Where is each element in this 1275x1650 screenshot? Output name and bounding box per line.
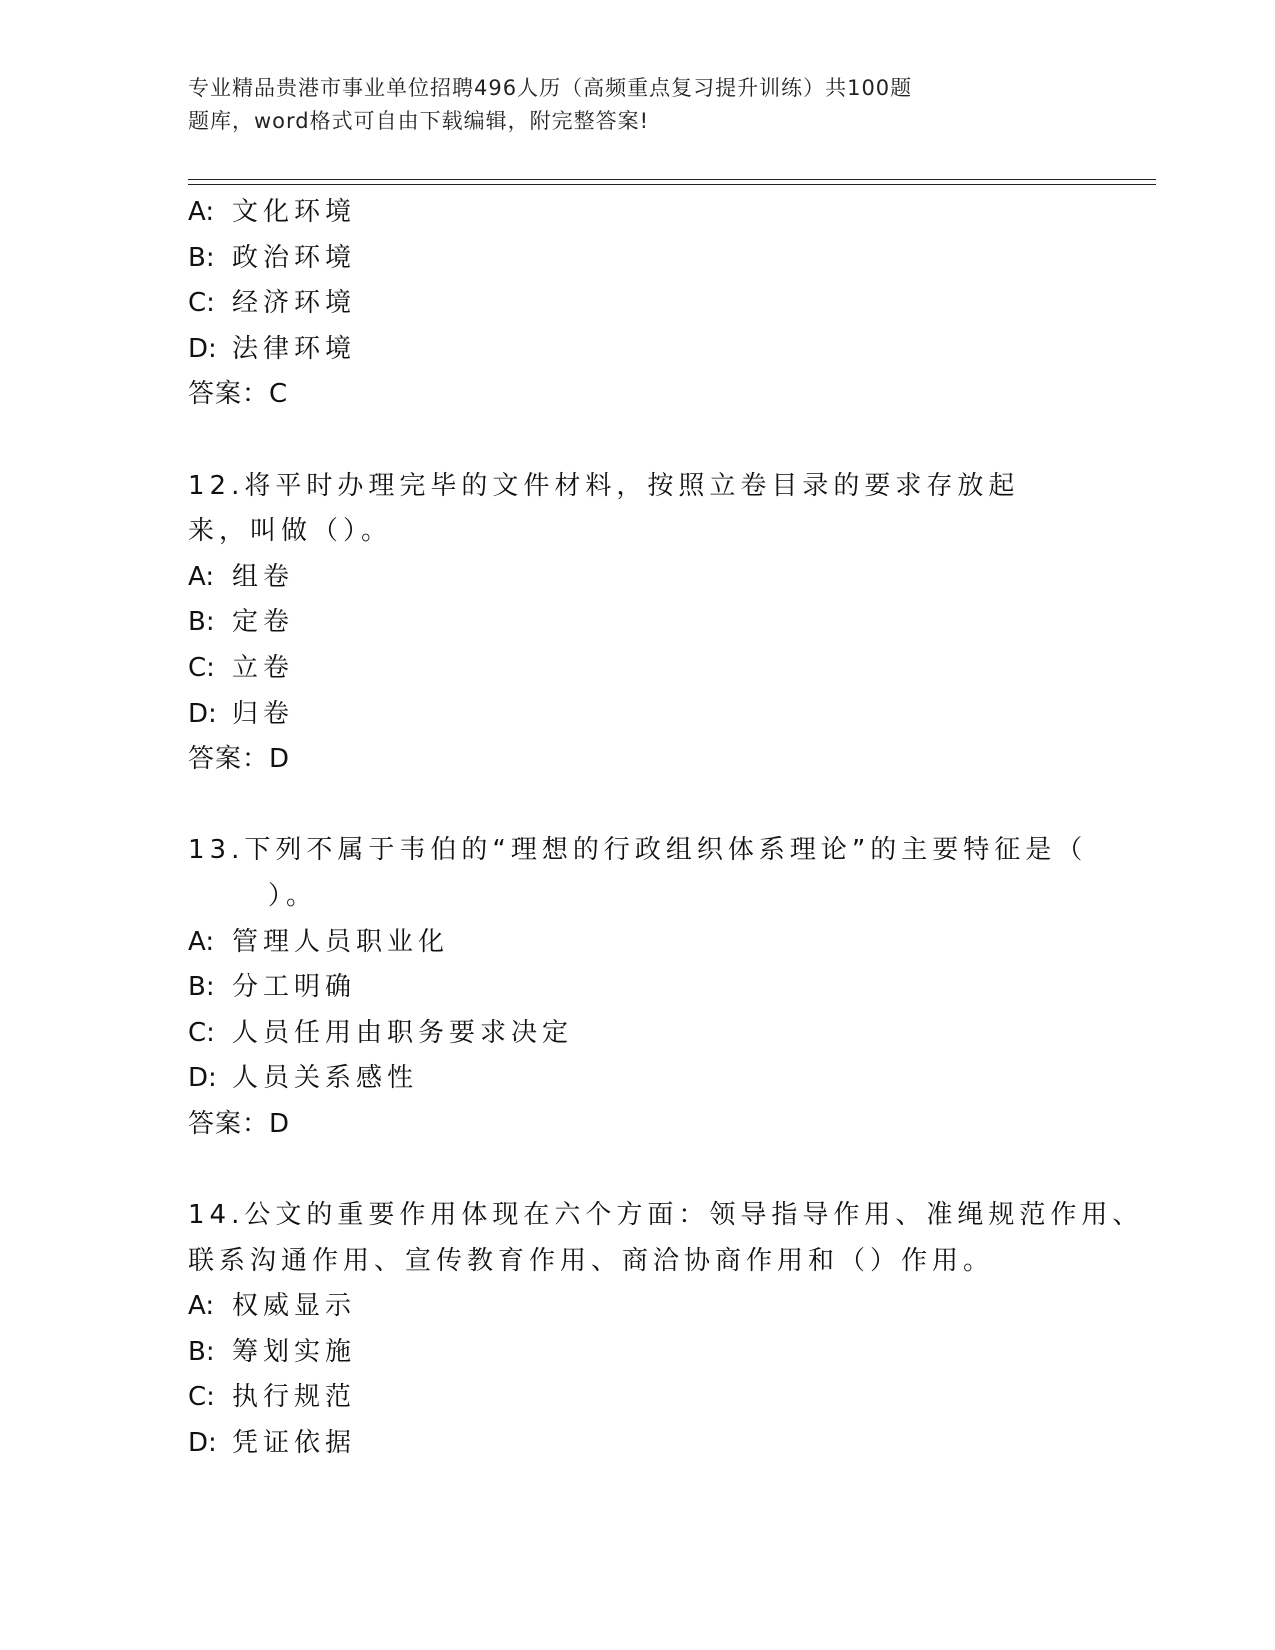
option-a: A: 管理人员职业化 [188, 926, 450, 957]
question-text-line-2: 联系沟通作用、宣传教育作用、商洽协商作用和（）作用。 [188, 1245, 995, 1276]
question-14 [188, 1193, 1144, 1467]
option-a: A: 组卷 [188, 561, 295, 592]
option-d: D: 凭证依据 [188, 1428, 357, 1459]
option-b: B: 定卷 [188, 607, 295, 638]
question-text-line-1: 14.公文的重要作用体现在六个方面：领导指导作用、准绳规范作用、 [188, 1200, 1144, 1231]
question-12 [188, 464, 1088, 783]
option-b: B: 筹划实施 [188, 1336, 357, 1367]
option-c: C: 执行规范 [188, 1382, 357, 1413]
question-11 [188, 190, 1088, 418]
answer: 答案：C [188, 379, 289, 410]
option-d: D: 归卷 [188, 698, 295, 729]
answer: 答案：D [188, 1108, 291, 1139]
option-b: B: 分工明确 [188, 972, 357, 1003]
question-text-line-1: 13.下列不属于韦伯的“理想的行政组织体系理论”的主要特征是（ [188, 835, 1088, 866]
option-a: A: 文化环境 [188, 197, 357, 227]
document-header [188, 72, 1048, 138]
header-line-2: 题库，word格式可自由下载编辑，附完整答案! [188, 109, 650, 133]
option-d: D: 人员关系感性 [188, 1063, 419, 1094]
question-list [188, 190, 1144, 1467]
option-d: D: 法律环境 [188, 333, 357, 364]
option-c: C: 立卷 [188, 652, 295, 683]
option-b: B: 政治环境 [188, 242, 357, 273]
header-line-1: 专业精品贵港市事业单位招聘496人历（高频重点复习提升训练）共100题 [188, 76, 913, 100]
header-divider-bottom [188, 184, 1156, 185]
question-text: 12.将平时办理完毕的文件材料，按照立卷目录的要求存放起来，叫做（）。 [188, 470, 1020, 547]
option-c: C: 人员任用由职务要求决定 [188, 1017, 574, 1048]
option-a: A: 权威显示 [188, 1291, 357, 1322]
header-divider-top [188, 179, 1156, 180]
option-c: C: 经济环境 [188, 288, 357, 319]
answer: 答案：D [188, 744, 291, 775]
question-text-line-2: ）。 [268, 880, 318, 911]
question-13 [188, 828, 1088, 1147]
